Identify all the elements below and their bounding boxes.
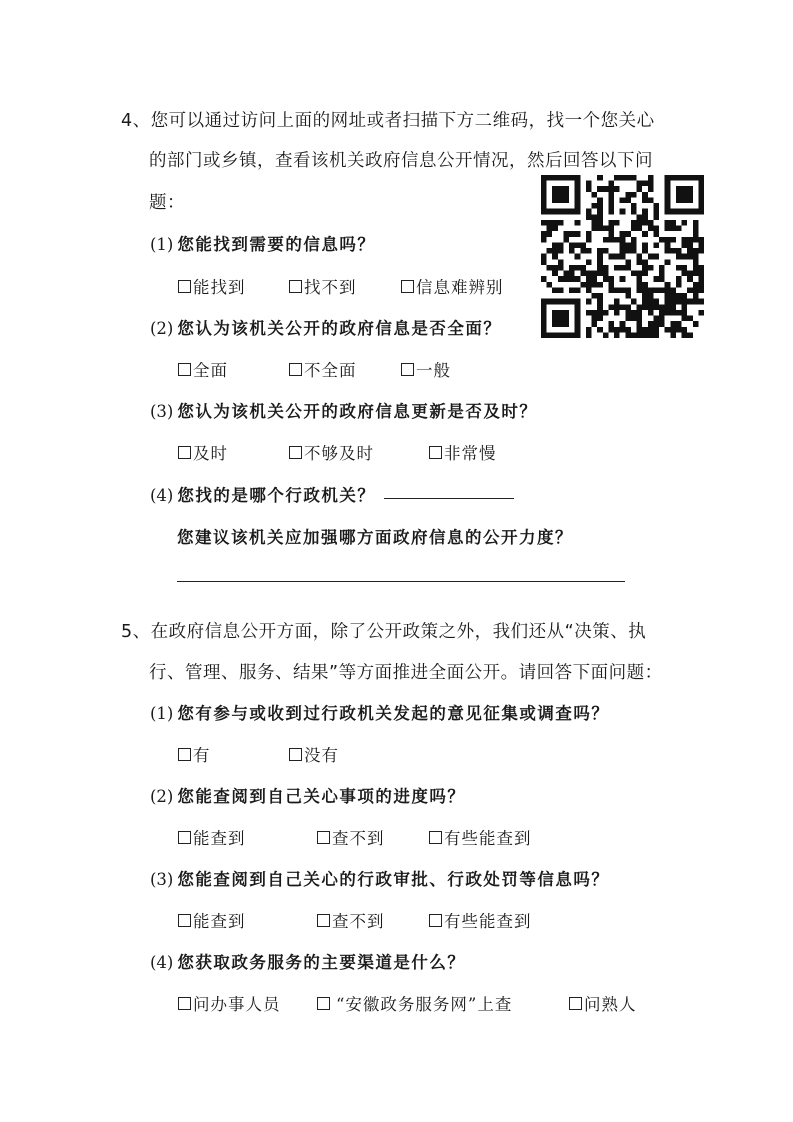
option-label: 不够及时 [304,444,374,463]
question-number: (1) [150,235,174,254]
question-text: 您认为该机关公开的政府信息是否全面？ [177,319,502,338]
checkbox-icon[interactable] [178,997,191,1010]
question-number: (3) [150,870,174,889]
option-5-3-a[interactable] [178,908,246,932]
question-text: 您有参与或收到过行政机关发起的意见征集或调查吗？ [177,704,610,723]
question-text: 您能查阅到自己关心事项的进度吗？ [177,787,466,806]
checkbox-icon[interactable] [289,363,302,376]
checkbox-icon[interactable] [178,363,191,376]
question-number: (2) [150,787,174,806]
checkbox-icon[interactable] [429,446,442,459]
question-number: (1) [150,704,174,723]
checkbox-icon[interactable] [289,280,302,293]
option-4-1-a[interactable] [178,274,246,298]
option-label: 问熟人 [584,995,637,1014]
question-number: (4) [150,486,174,505]
section-4-line-3: 题： [149,193,185,213]
option-4-2-a[interactable] [178,357,228,381]
question-5-4 [150,949,465,973]
question-number: (4) [150,953,174,972]
checkbox-icon[interactable] [178,280,191,293]
option-label: 不全面 [304,361,357,380]
checkbox-icon[interactable] [178,446,191,459]
option-5-4-b[interactable] [317,991,512,1015]
question-4-1 [150,231,375,255]
option-label: 能找到 [193,278,246,297]
checkbox-icon[interactable] [429,914,442,927]
checkbox-icon[interactable] [429,831,442,844]
option-label: “安徽政务服务网”上查 [336,995,513,1014]
checkbox-icon[interactable] [289,446,302,459]
checkbox-icon[interactable] [317,831,330,844]
question-4-2 [150,315,501,339]
option-label: 有些能查到 [444,829,532,848]
option-5-2-a[interactable] [178,825,246,849]
question-text: 您认为该机关公开的政府信息更新是否及时？ [177,402,538,421]
question-number: (3) [150,402,174,421]
question-4-4b: 您建议该机关应加强哪方面政府信息的公开力度？ [177,528,573,547]
section-4-line-1: 4、您可以通过访问上面的网址或者扫描下方二维码，找一个您关心 [121,111,655,131]
option-label: 查不到 [332,912,385,931]
option-4-3-b[interactable] [289,440,374,464]
question-5-1 [150,700,609,724]
question-5-3 [150,866,609,890]
option-4-2-b[interactable] [289,357,357,381]
question-number: (2) [150,319,174,338]
qr-code-icon [541,175,704,338]
checkbox-icon[interactable] [317,997,330,1010]
checkbox-icon[interactable] [401,363,414,376]
checkbox-icon[interactable] [178,831,191,844]
section-4-line-2: 的部门或乡镇，查看该机关政府信息公开情况，然后回答以下问 [149,151,653,171]
option-label: 没有 [304,746,339,765]
option-label: 有 [193,746,211,765]
option-label: 找不到 [304,278,357,297]
option-5-4-c[interactable] [569,991,637,1015]
option-5-4-a[interactable] [178,991,281,1015]
question-text: 您能查阅到自己关心的行政审批、行政处罚等信息吗？ [177,870,610,889]
checkbox-icon[interactable] [178,748,191,761]
option-4-1-b[interactable] [289,274,357,298]
question-4-3 [150,398,537,422]
option-4-1-c[interactable] [401,274,504,298]
option-5-1-a[interactable] [178,742,211,766]
option-label: 能查到 [193,829,246,848]
checkbox-icon[interactable] [289,748,302,761]
option-label: 查不到 [332,829,385,848]
option-label: 及时 [193,444,228,463]
option-label: 一般 [416,361,451,380]
option-5-3-b[interactable] [317,908,385,932]
option-5-2-c[interactable] [429,825,532,849]
question-4-4 [150,482,375,506]
option-label: 信息难辨别 [416,278,504,297]
option-label: 全面 [193,361,228,380]
checkbox-icon[interactable] [401,280,414,293]
answer-blank-long[interactable] [177,581,625,582]
section-5-line-2: 行、管理、服务、结果”等方面推进全面公开。请回答下面问题： [149,663,663,683]
option-5-2-b[interactable] [317,825,385,849]
question-text: 您找的是哪个行政机关？ [177,486,376,505]
option-5-3-c[interactable] [429,908,532,932]
section-5-line-1: 5、在政府信息公开方面，除了公开政策之外，我们还从“决策、执 [121,622,647,642]
question-text: 您获取政务服务的主要渠道是什么？ [177,953,466,972]
question-5-2 [150,783,465,807]
checkbox-icon[interactable] [178,914,191,927]
answer-blank-short[interactable] [384,498,514,499]
option-label: 问办事人员 [193,995,281,1014]
option-4-3-a[interactable] [178,440,228,464]
option-label: 非常慢 [444,444,497,463]
option-4-3-c[interactable] [429,440,497,464]
option-label: 能查到 [193,912,246,931]
option-4-2-c[interactable] [401,357,451,381]
option-label: 有些能查到 [444,912,532,931]
option-5-1-b[interactable] [289,742,339,766]
checkbox-icon[interactable] [317,914,330,927]
checkbox-icon[interactable] [569,997,582,1010]
question-text: 您能找到需要的信息吗？ [177,235,376,254]
